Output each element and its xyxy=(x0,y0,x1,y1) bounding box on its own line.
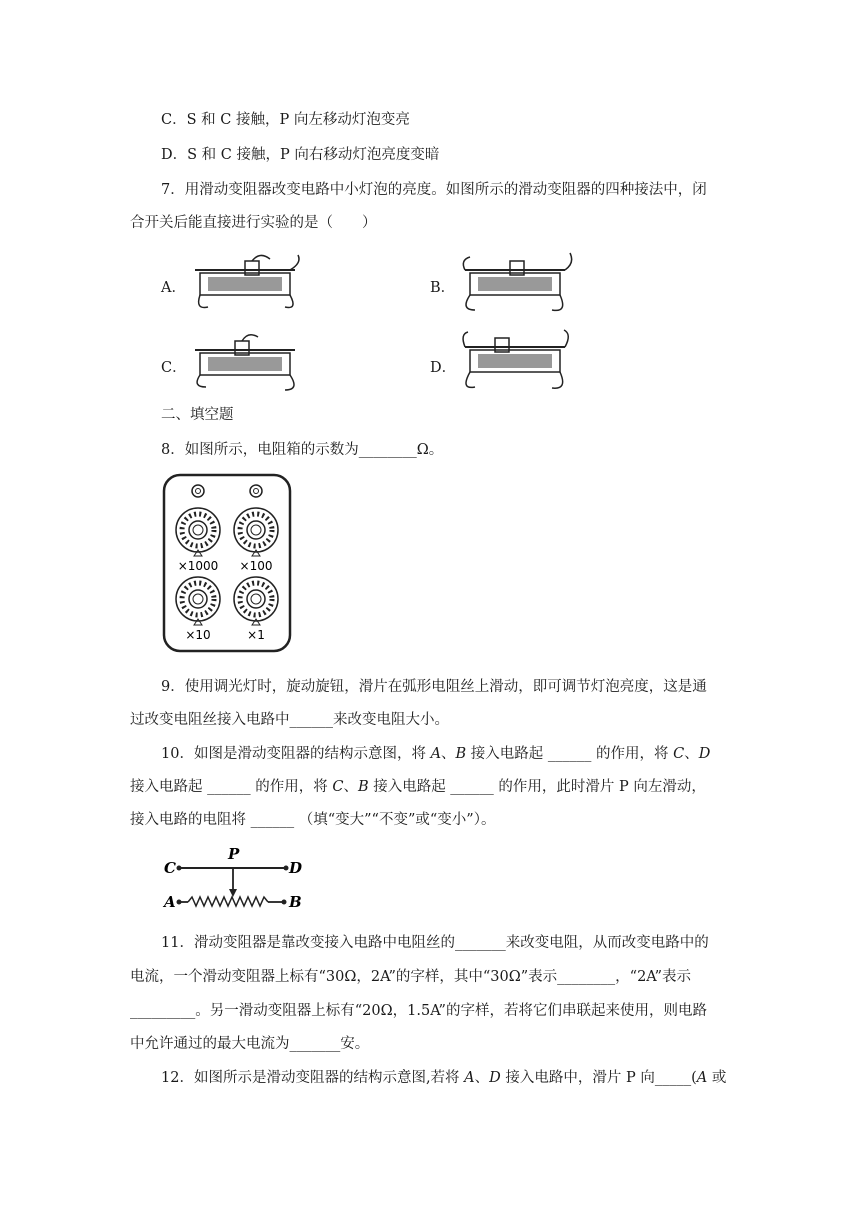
label-p: P xyxy=(228,845,240,863)
q11-stem-line3: _________。另一滑动变阻器上标有“20Ω，1.5A”的字样，若将它们串联起来使用，则电路 xyxy=(130,1003,707,1019)
q6-option-d: D．S 和 C 接触，P 向右移动灯泡亮度变暗 xyxy=(161,147,440,163)
label-c: C xyxy=(164,859,176,877)
q12-stem-line1: 12．如图所示是滑动变阻器的结构示意图,若将 A、D 接入电路中，滑片 P 向_____(A 或 xyxy=(161,1070,727,1086)
dial-label-x1000: ×1000 xyxy=(177,559,219,573)
q7-stem-line1: 7．用滑动变阻器改变电路中小灯泡的亮度。如图所示的滑动变阻器的四种接法中，闭 xyxy=(161,182,707,198)
rheostat-figure-a xyxy=(190,255,310,315)
q7-option-c-label: C． xyxy=(161,360,187,376)
resistance-box-figure xyxy=(162,473,292,653)
q7-option-a-label: A． xyxy=(161,280,186,296)
q10-stem-line2: 接入电路起 ______ 的作用，将 C、B 接入电路起 ______ 的作用，此时滑片 P 向左滑动， xyxy=(130,779,706,795)
q10-stem-line3: 接入电路的电阻将 ______ （填“变大”“不变”或“变小”）。 xyxy=(130,812,496,828)
rheostat-schematic-figure xyxy=(160,845,310,910)
dial-label-x100: ×100 xyxy=(239,559,273,573)
q10-stem-line1: 10．如图是滑动变阻器的结构示意图，将 A、B 接入电路起 ______ 的作用，将 C、D xyxy=(161,746,711,762)
label-d: D xyxy=(289,859,303,877)
q9-stem-line1: 9．使用调光灯时，旋动旋钮，滑片在弧形电阻丝上滑动，即可调节灯泡亮度，这是通 xyxy=(161,679,707,695)
rheostat-figure-b xyxy=(460,255,580,315)
label-b: B xyxy=(289,893,302,911)
rheostat-figure-d xyxy=(460,332,580,392)
q7-option-d-label: D． xyxy=(430,360,457,376)
section-heading-fill-in: 二、填空题 xyxy=(161,407,234,423)
q9-stem-line2: 过改变电阻丝接入电路中______来改变电阻大小。 xyxy=(130,712,449,728)
q6-option-c: C．S 和 C 接触，P 向左移动灯泡变亮 xyxy=(161,112,410,128)
q7-stem-line2: 合开关后能直接进行实验的是（ ） xyxy=(130,215,377,231)
q7-option-b-label: B． xyxy=(430,280,456,296)
q11-stem-line1: 11．滑动变阻器是靠改变接入电路中电阻丝的_______来改变电阻，从而改变电路中的 xyxy=(161,935,709,951)
label-a: A xyxy=(164,893,176,911)
q8-stem: 8．如图所示，电阻箱的示数为________Ω。 xyxy=(161,442,444,458)
q11-stem-line4: 中允许通过的最大电流为_______安。 xyxy=(130,1036,370,1052)
rheostat-figure-c xyxy=(190,335,310,395)
q11-stem-line2: 电流，一个滑动变阻器上标有“30Ω，2A”的字样，其中“30Ω”表示________，“2A”表示 xyxy=(130,969,692,985)
dial-label-x10: ×10 xyxy=(185,628,211,642)
dial-label-x1: ×1 xyxy=(247,628,265,642)
